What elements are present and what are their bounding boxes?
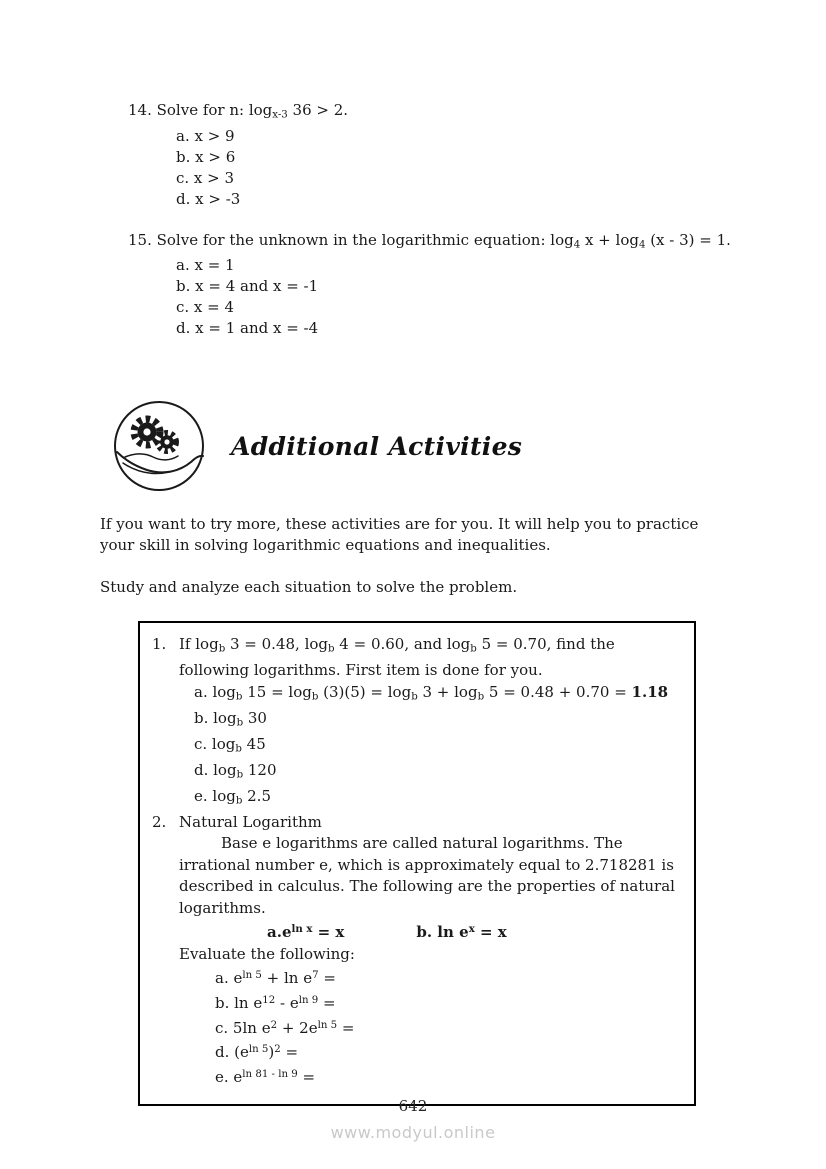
question-14-choices — [176, 126, 746, 210]
log-item-b: b. logb 30 — [194, 708, 267, 729]
gears-in-hand-icon — [112, 399, 207, 494]
evaluate-item-b: b. $\ln e^{12} - e^{ln 9}$ = — [215, 994, 336, 1013]
choice-b: b. x = 4 and x = -1 — [176, 277, 319, 296]
choice-b: b. x > 6 — [176, 147, 236, 166]
log-item-d: d. logb 120 — [194, 760, 277, 781]
choice-c: c. x > 3 — [176, 168, 235, 187]
properties-row — [267, 919, 680, 944]
property-a: $a.e^{ln x} = x$ — [267, 923, 345, 942]
question-14 — [128, 100, 746, 210]
item-number: 1. — [152, 635, 167, 654]
intro-text: If you want to try more, these activities are for you. It will help you to practice your skill in solving logarithmic equations and inequalities. — [100, 515, 699, 555]
question-15 — [128, 230, 746, 340]
box-item-2 — [152, 812, 680, 1089]
box-item-1 — [152, 634, 680, 812]
item-1-text: If logb 3 = 0.48, logb 4 = 0.60, and logb 5 = 0.70, find the following logarithms. First item is done for you. — [179, 635, 615, 680]
log-item-e: e. logb 2.5 — [194, 786, 271, 807]
evaluate-label: Evaluate the following: — [179, 944, 355, 963]
page-number: 642 — [398, 1097, 428, 1115]
choice-d: d. x = 1 and x = -4 — [176, 319, 319, 338]
choice-c: c. x = 4 — [176, 298, 235, 317]
property-b: b. $\ln e^x = x$ — [416, 923, 507, 942]
evaluate-list — [215, 965, 680, 1088]
choice-d: d. x > -3 — [176, 189, 241, 208]
section-heading: Additional Activities — [231, 432, 523, 462]
question-15-prompt: 15. Solve for the unknown in the logarithmic equation: log4 x + log4 (x - 3) = 1. — [128, 230, 731, 251]
watermark-text: www.modyul.online — [330, 1123, 496, 1142]
item-1-sublist — [194, 682, 680, 812]
evaluate-item-e: e. $e^{ln 81 - ln 9}$ = — [215, 1067, 316, 1086]
question-15-choices — [176, 255, 746, 339]
evaluate-item-a: a. $e^{ln 5} + \ln e^7$ = — [215, 969, 336, 988]
item-1-body — [179, 634, 680, 812]
natural-log-paragraph: Base e logarithms are called natural logarithms. The irrational number e, which is approximately equal to 2.718281 is described in calculus. The following are the properties of natural logarithms. — [179, 834, 675, 917]
choice-a: a. x = 1 — [176, 256, 235, 275]
evaluate-item-c: c. 5ln $e^2 + 2e^{ln 5}$ = — [215, 1018, 355, 1037]
log-item-c: c. logb 45 — [194, 734, 266, 755]
item-2-body — [179, 812, 680, 1089]
log-item-a: a. logb 15 = logb (3)(5) = logb 3 + logb 5 = 0.48 + 0.70 = 1.18 — [194, 682, 669, 703]
question-14-prompt: 14. Solve for n: logx-3 36 > 2. — [128, 101, 349, 121]
evaluate-item-d: d. $(e^{ln 5})^2$ = — [215, 1043, 299, 1062]
instruction-text: Study and analyze each situation to solve the problem. — [100, 578, 518, 597]
choice-a: a. x > 9 — [176, 126, 235, 145]
item-2-title: Natural Logarithm — [179, 812, 322, 831]
section-header — [112, 399, 826, 494]
activities-box — [138, 621, 696, 1106]
item-number: 2. — [152, 812, 167, 831]
